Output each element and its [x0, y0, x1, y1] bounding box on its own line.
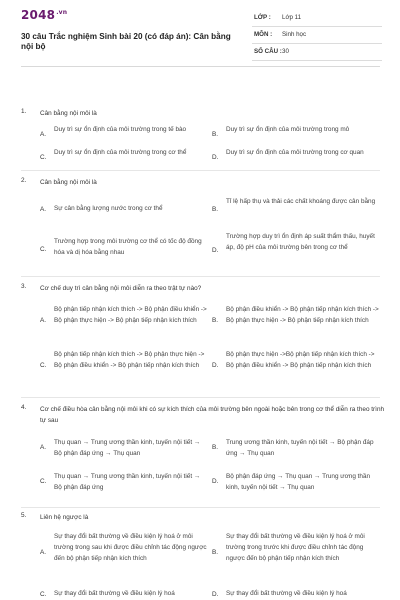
option-letter: A.: [40, 549, 47, 556]
meta-key: SỐ CÂU :: [254, 48, 282, 55]
option-text: Bộ phận thực hiện ->Bộ phận tiếp nhận kích thích -> Bộ phận điều khiển -> Bộ phận tiếp nhận kích thích: [226, 351, 375, 369]
option-letter: B.: [212, 206, 219, 213]
option-text: Trường hợp duy trì ổn định áp suất thẩm thấu, huyết áp, độ pH của môi trường bên trong cơ thể: [226, 233, 375, 251]
option-text: Sự cân bằng lượng nước trong cơ thể: [54, 205, 163, 212]
meta-key: MÔN :: [254, 31, 273, 38]
question-number: 3.: [21, 283, 27, 290]
question-text: Cân bằng nội môi là: [40, 110, 97, 117]
option-text: Duy trì sự ổn định của môi trường trong tế bào: [54, 126, 187, 133]
option-text: Trung ương thần kinh, tuyến nội tiết → Bộ phận đáp ứng → Thụ quan: [226, 439, 374, 457]
meta-key: LỚP :: [254, 14, 271, 21]
question-number: 4.: [21, 404, 27, 411]
option-text: Bộ phận tiếp nhận kích thích -> Bộ phận thực hiện -> Bộ phận điều khiển -> Bộ phận tiếp nhận kích thích: [54, 351, 205, 369]
option-text: Sự thay đổi bất thường về điều kiện lý hoá: [226, 590, 347, 597]
option-letter: A.: [40, 317, 47, 324]
option-letter: C.: [40, 246, 47, 253]
option-letter: C.: [40, 478, 47, 485]
option-text: Bộ phận đáp ứng → Thụ quan → Trung ương thần kinh, tuyến nội tiết → Thụ quan: [226, 473, 371, 491]
option-text: Duy trì sự ổn định của môi trường trong cơ thể: [54, 149, 187, 156]
option-text: Tỉ lệ hấp thụ và thải các chất khoáng được cân bằng: [226, 198, 376, 205]
document-header: [0, 0, 400, 64]
question-text: Cơ chế điều hòa cân bằng nội môi khi có sự kích thích của môi trường bên ngoài hoặc bên trong cơ thể diễn ra theo trình tự sau: [40, 406, 385, 424]
option-text: Thụ quan → Trung ương thần kinh, tuyến nội tiết → Bộ phận đáp ứng: [54, 473, 201, 491]
meta-row-subject: [252, 27, 382, 44]
option-text: Bộ phận tiếp nhận kích thích -> Bộ phận điều khiển -> Bộ phận thực hiện -> Bộ phận tiếp nhận kích thích: [54, 306, 207, 324]
option-letter: B.: [212, 444, 219, 451]
option-letter: D.: [212, 478, 219, 485]
option-letter: A.: [40, 131, 47, 138]
logo-text: 2048: [21, 8, 56, 22]
meta-row-class: [252, 10, 382, 27]
header-divider: [21, 66, 380, 67]
option-text: Duy trì sự ổn định của môi trường trong cơ quan: [226, 149, 364, 156]
option-text: Sự thay đổi bất thường về điều kiện lý hoá ở môi trường trong sau khi được điều chỉnh tác động ngược đến bộ phận tiếp nhận kích thích: [54, 533, 207, 562]
meta-row-count: [252, 44, 382, 61]
document-title: 30 câu Trắc nghiệm Sinh bài 20 (có đáp án): Cân bằng nội bộ: [21, 32, 231, 51]
option-letter: B.: [212, 317, 219, 324]
question-number: 5.: [21, 512, 27, 519]
option-text: Sự thay đổi bất thường về điều kiện lý hoá: [54, 590, 175, 597]
option-letter: D.: [212, 362, 219, 369]
question-divider: [21, 170, 380, 171]
option-letter: C.: [40, 591, 47, 598]
meta-value: 30: [282, 48, 289, 55]
option-letter: B.: [212, 131, 219, 138]
option-letter: D.: [212, 247, 219, 254]
meta-value: Sinh học: [282, 31, 307, 38]
question-number: 2.: [21, 177, 27, 184]
option-text: Duy trì sự ổn định của môi trường trong mô: [226, 126, 350, 133]
option-letter: A.: [40, 444, 47, 451]
question-text: Liên hệ ngược là: [40, 514, 89, 521]
option-letter: D.: [212, 154, 219, 161]
option-letter: C.: [40, 362, 47, 369]
site-logo[interactable]: [21, 8, 67, 22]
option-text: Bộ phận điều khiển -> Bộ phận tiếp nhận kích thích -> Bộ phận thực hiện -> Bộ phận tiếp nhận kích thích: [226, 306, 379, 324]
document-meta: [252, 10, 382, 61]
option-text: Trường hợp trong môi trường cơ thể có tốc độ đồng hóa và dị hóa bằng nhau: [54, 238, 202, 256]
question-text: Cơ chế duy trì cân bằng nội môi diễn ra theo trật tự nào?: [40, 285, 202, 292]
question-divider: [21, 276, 380, 277]
option-text: Sự thay đổi bất thường về điều kiện lý hoá ở môi trường trong trước khi được điều chỉnh tác động ngược đến bộ phận tiếp nhận kích thích: [226, 533, 365, 562]
question-divider: [21, 507, 380, 508]
option-letter: A.: [40, 206, 47, 213]
question-divider: [21, 397, 380, 398]
option-letter: D.: [212, 591, 219, 598]
question-text: Cân bằng nội môi là: [40, 179, 97, 186]
option-letter: B.: [212, 549, 219, 556]
option-letter: C.: [40, 154, 47, 161]
question-number: 1.: [21, 108, 27, 115]
logo-suffix: .vn: [56, 9, 68, 16]
option-text: Thụ quan → Trung ương thần kinh, tuyến nội tiết → Bộ phận đáp ứng → Thụ quan: [54, 439, 201, 457]
meta-value: Lớp 11: [282, 14, 302, 21]
